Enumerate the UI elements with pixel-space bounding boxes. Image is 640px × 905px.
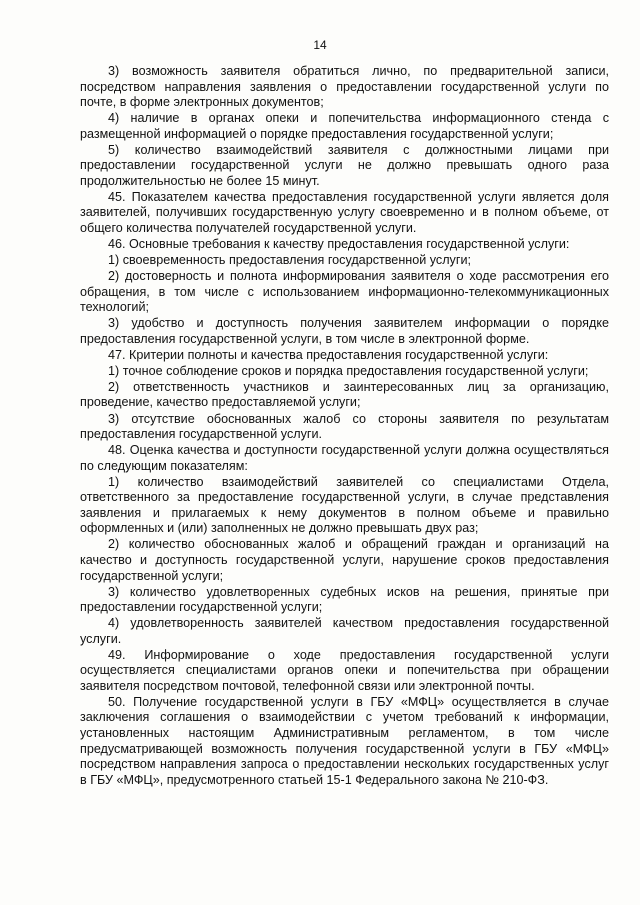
paragraph-45: 45. Показателем качества предоставления государственной услуги является доля заявителей, получивших государственную услугу своевременно и в полном объеме, от общего количества получателей государственной услуги.: [80, 189, 609, 235]
paragraph-5-item: 5) количество взаимодействий заявителя с должностными лицами при предоставлении государственной услуги не должно превышать одного раза продолжительностью не более 15 минут.: [80, 142, 609, 188]
paragraph-49: 49. Информирование о ходе предоставления государственной услуги осуществляется специалистами органов опеки и попечительства при обращении заявителя посредством почтовой, телефонной связи или электронной почты.: [80, 647, 609, 693]
paragraph-4-item: 4) наличие в органах опеки и попечительства информационного стенда с размещенной информацией о порядке предоставления государственной услуги;: [80, 111, 609, 141]
paragraph-48-item-3: 3) количество удовлетворенных судебных исков на решения, принятые при предоставлении государственной услуги;: [80, 584, 609, 615]
paragraph-47-item-1: 1) точное соблюдение сроков и порядка предоставления государственной услуги;: [108, 363, 589, 378]
page-number: 14: [313, 38, 327, 52]
paragraph-46: 46. Основные требования к качеству предоставления государственной услуги:: [108, 237, 570, 252]
paragraph-48-item-4: 4) удовлетворенность заявителей качеством предоставления государственной услуги.: [80, 616, 609, 646]
paragraph-48-item-1: 1) количество взаимодействий заявителей со специалистами Отдела, ответственного за предоставление государственной услуги, в случае представления заявления и прилагаемых к нему документов в полном объеме и правильно оформленных и (или) заполненных не должно превышать двух раз;: [80, 474, 609, 536]
paragraph-48: 48. Оценка качества и доступности государственной услуги должна осуществляться по следующим показателям:: [80, 443, 609, 473]
paragraph-47-item-2: 2) ответственность участников и заинтересованных лиц за организацию, проведение, качество предоставляемой услуги;: [80, 379, 609, 410]
paragraph-48-item-2: 2) количество обоснованных жалоб и обращений граждан и организаций на качество и доступность государственной услуги, нарушение сроков предоставления государственной услуги;: [80, 537, 609, 583]
paragraph-46-item-2: 2) достоверность и полнота информирования заявителя о ходе рассмотрения его обращения, в том числе с использованием информационно-телекоммуникационных технологий;: [80, 269, 609, 315]
paragraph-47: 47. Критерии полноты и качества предоставления государственной услуги:: [108, 347, 549, 362]
paragraph-46-item-3: 3) удобство и доступность получения заявителем информации о порядке предоставления государственной услуги, в том числе в электронной форме.: [80, 316, 609, 346]
paragraph-47-item-3: 3) отсутствие обоснованных жалоб со стороны заявителя по результатам предоставления государственной услуги.: [80, 411, 609, 442]
paragraph-3-item: 3) возможность заявителя обратиться лично, по предварительной записи, посредством направления заявления о предоставлении государственной услуги по почте, в форме электронных документов;: [80, 64, 609, 110]
document-body: [80, 64, 609, 788]
paragraph-46-item-1: 1) своевременность предоставления государственной услуги;: [108, 253, 471, 268]
paragraph-50: 50. Получение государственной услуги в ГБУ «МФЦ» осуществляется в случае заключения соглашения о взаимодействии с учетом требований к информации, установленных настоящим Административным регламентом, в том числе предусматривающей возможность получения государственной услуги в ГБУ «МФЦ» посредством направления запроса о предоставлении нескольких государственных услуг в ГБУ «МФЦ», предусмотренного статьей 15-1 Федерального закона № 210-ФЗ.: [80, 694, 609, 787]
